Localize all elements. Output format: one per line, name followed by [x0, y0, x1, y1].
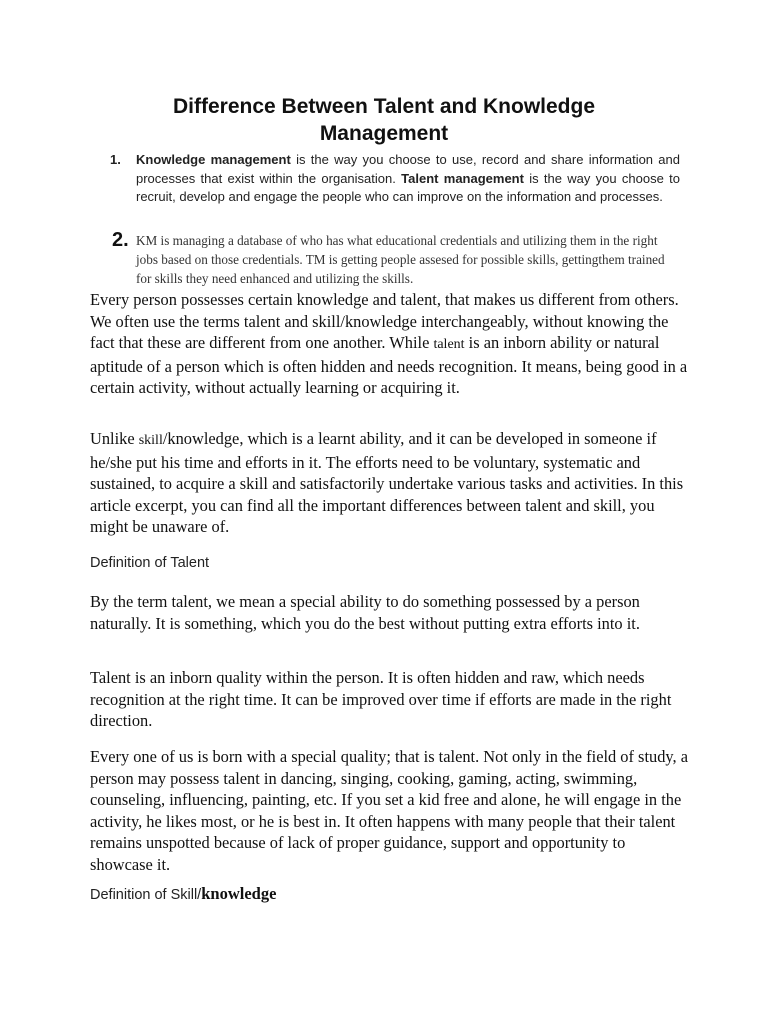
list-number-2: 2.	[112, 229, 129, 251]
document-title	[110, 93, 658, 147]
paragraph-talent-examples: Every one of us is born with a special quality; that is talent. Not only in the field of study, a person may possess talent in dancing, singing, cooking, gaming, acting, swimming, counseling, influencing, painting, etc. If you set a kid free and alone, he will engage in the activity, he likes most, or he is best in. It often happens with many people that their talent remains unspotted because of lack of proper guidance, support and opportunity to showcase it.	[90, 747, 688, 874]
heading-definition-skill-prefix: Definition of Skill/	[90, 887, 202, 903]
heading-definition-skill	[90, 884, 276, 905]
list-item-2	[110, 229, 680, 288]
word-talent: talent	[433, 337, 465, 352]
title-line-2: Management	[319, 122, 449, 145]
paragraph-talent-inborn: Talent is an inborn quality within the person. It is often hidden and raw, which needs recognition at the right time. It can be improved over time if efforts are made in the right direction.	[90, 668, 672, 730]
list-item-1	[110, 151, 680, 207]
term-talent-management: Talent management	[401, 170, 524, 186]
paragraph-skill-a: Unlike	[90, 429, 139, 448]
paragraph-intro	[90, 289, 690, 399]
paragraph-intro-a: Every person possesses certain knowledge and talent, that makes us different from others. We often use the terms talent and skill/knowledge interchangeably, without knowing the fact that these are different from one another. While	[90, 290, 679, 352]
heading-definition-skill-bold: knowledge	[201, 884, 277, 903]
list-item-1-text-a: is the way you choose to use, record and share information and processes that exist within the organisation.	[136, 152, 680, 186]
paragraph-skill-b: /knowledge, which is a learnt ability, and it can be developed in someone if he/she put his time and efforts in it. The efforts need to be voluntary, systematic and sustained, to acquire a skill and satisfactorily undertake various tasks and activities. In this article excerpt, you can find all the important differences between talent and skill, you might be unaware of.	[90, 429, 684, 536]
list-item-1-text	[136, 151, 680, 207]
paragraph-skill	[90, 428, 690, 538]
heading-definition-talent: Definition of Talent	[90, 555, 210, 571]
list-item-2-text: KM is managing a database of who has what educational credentials and utilizing them in the right jobs based on those credentials. TM is getting people assesed for possible skills, gettingthem trained for skills they need enhanced and utilizing the skills.	[136, 233, 665, 286]
list-number-1: 1.	[110, 152, 121, 167]
word-skill: skill	[138, 433, 163, 448]
list-item-1-text-b: is the way you choose to recruit, develop and engage the people who can improve on the information and processes.	[136, 170, 680, 204]
paragraph-intro-b: is an inborn ability or natural aptitude of a person which is often hidden and needs recognition. It means, being good in a certain activity, without actually learning or acquiring it.	[90, 333, 688, 397]
title-line-1: Difference Between Talent and Knowledge	[172, 95, 596, 118]
paragraph-talent-definition: By the term talent, we mean a special ability to do something possessed by a person naturally. It is something, which you do the best without putting extra efforts into it.	[90, 592, 640, 633]
term-knowledge-management: Knowledge management	[136, 152, 291, 167]
